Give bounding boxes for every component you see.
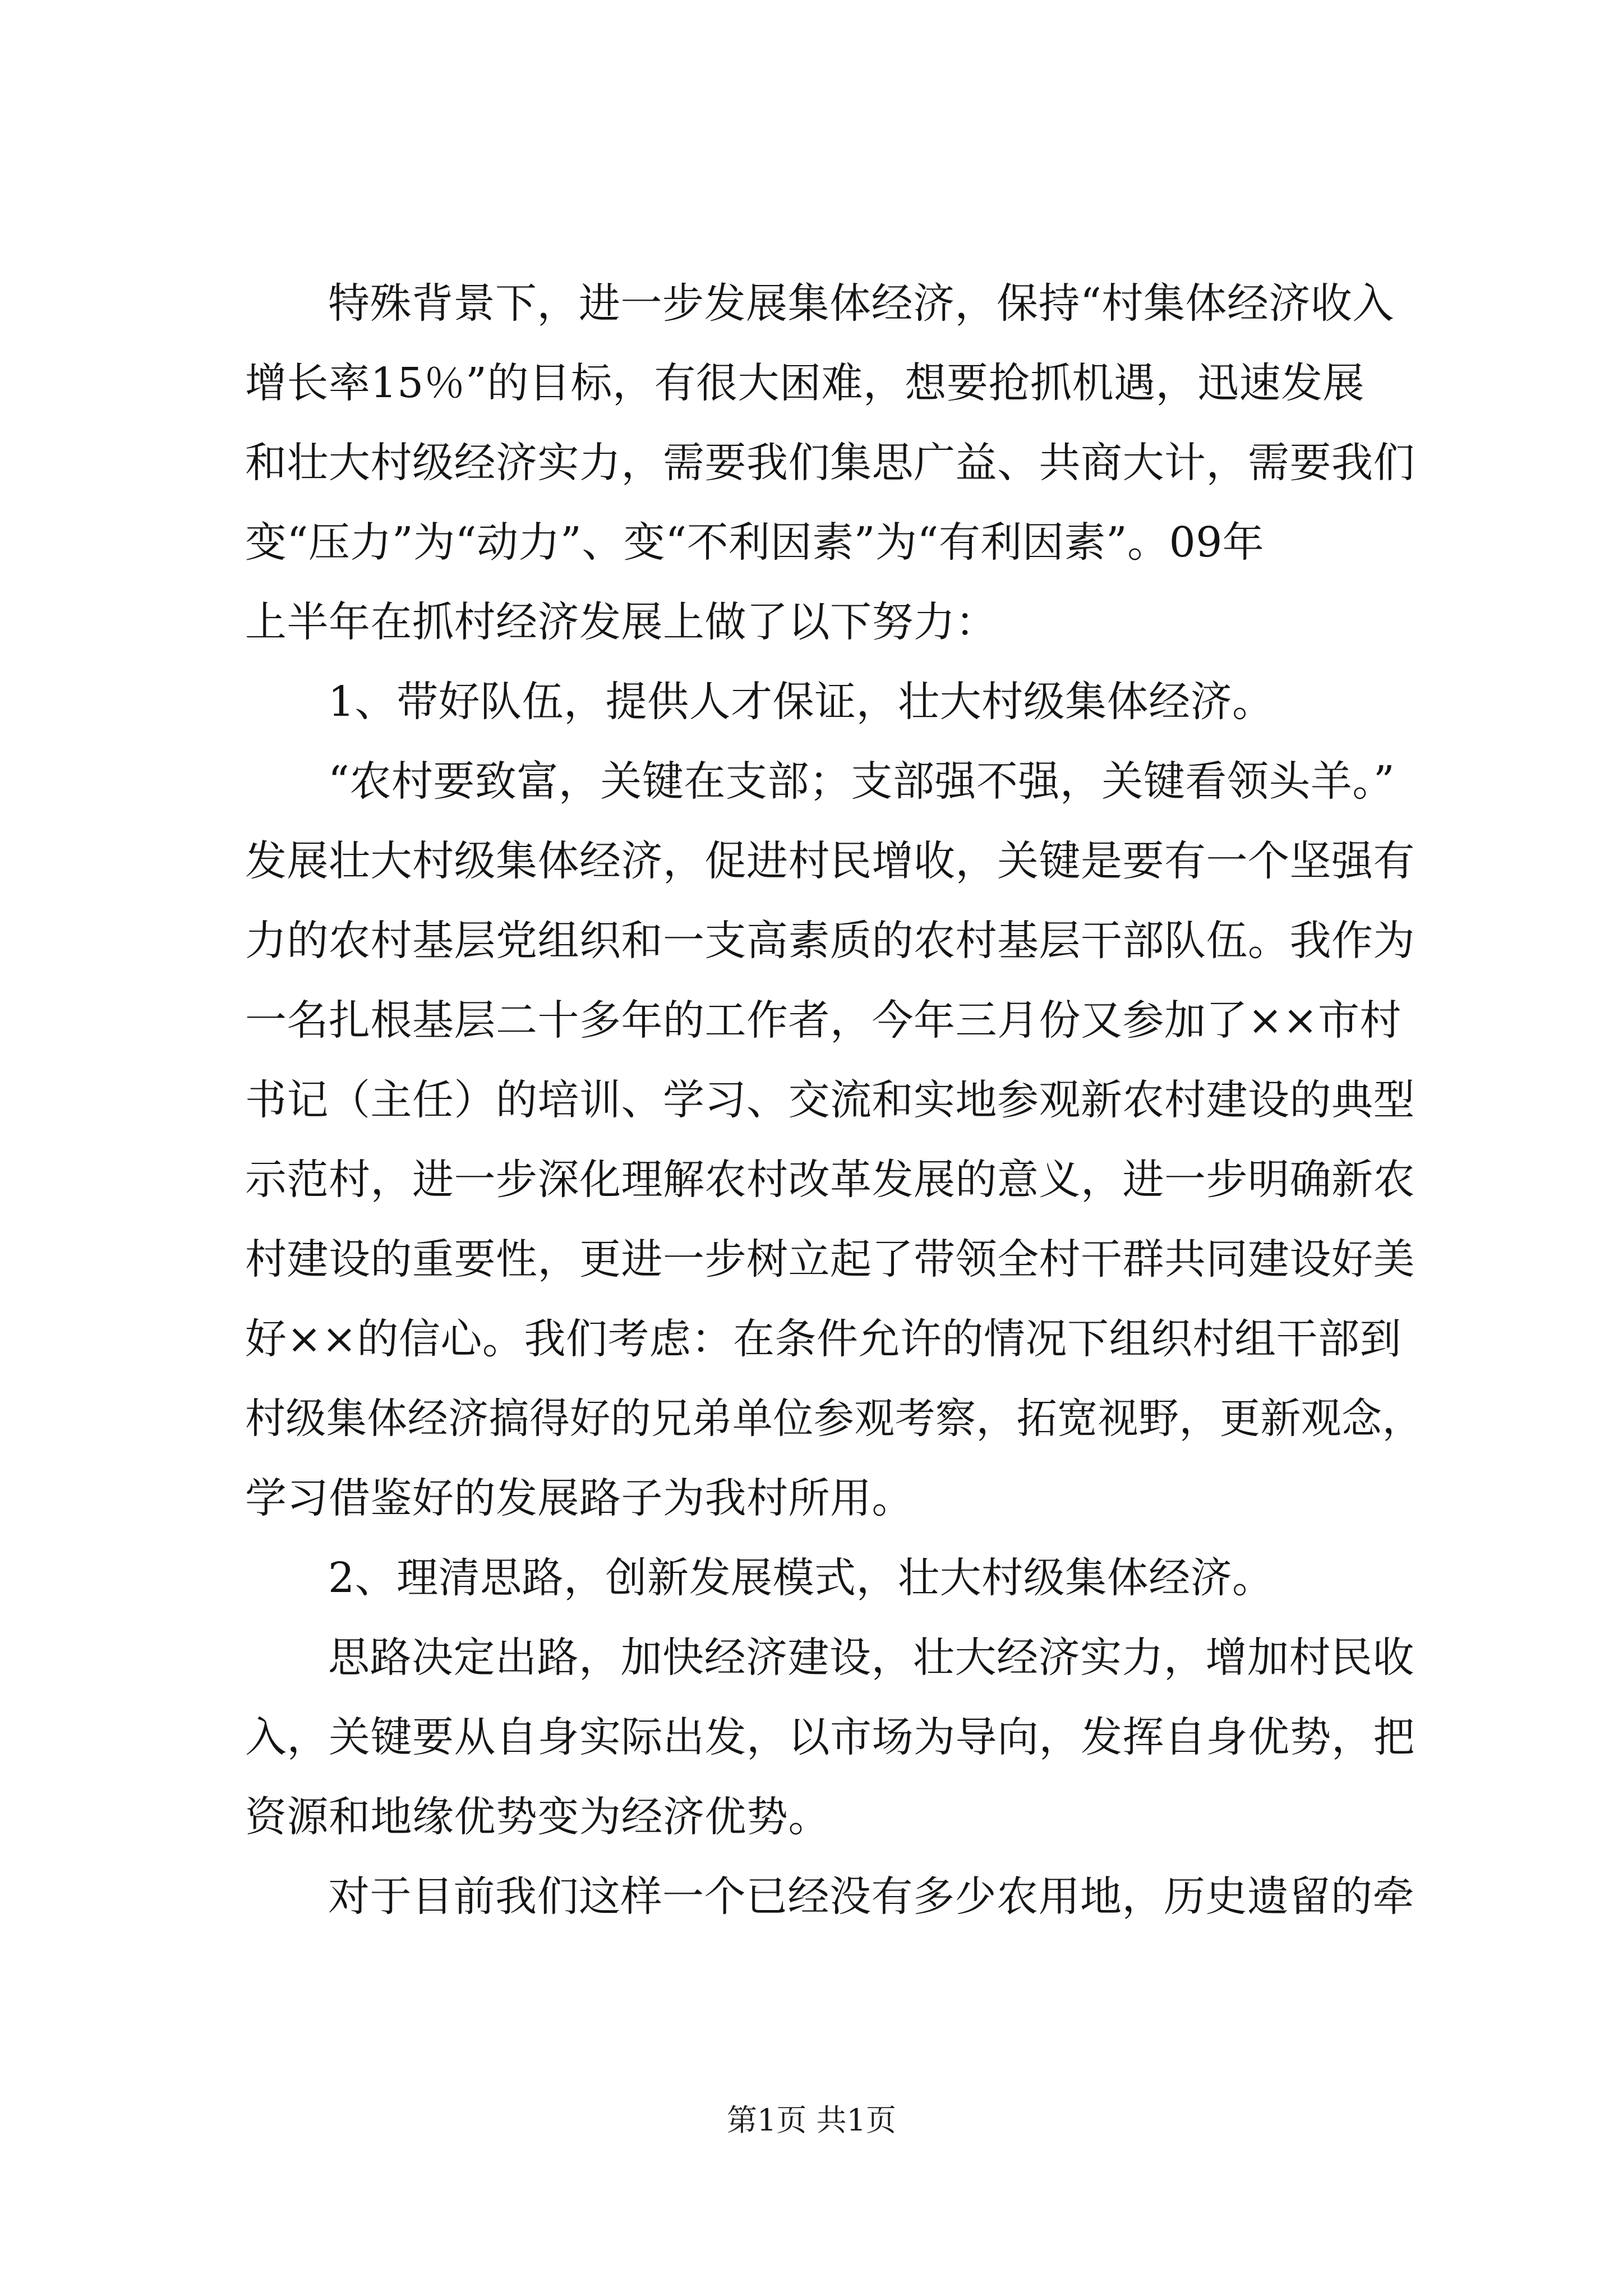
text-line: 增长率15％”的目标，有很大困难，想要抢抓机遇，迅速发展 xyxy=(245,359,1364,407)
text-line: 上半年在抓村经济发展上做了以下努力： xyxy=(245,598,997,646)
text-line: 2、理清思路，创新发展模式，壮大村级集体经济。 xyxy=(328,1554,1274,1602)
text-line: 力的农村基层党组织和一支高素质的农村基层干部队伍。我作为 xyxy=(245,917,1415,965)
text-line: 入，关键要从自身实际出发，以市场为导向，发挥自身优势，把 xyxy=(245,1713,1415,1761)
text-line: 变“压力”为“动力”、变“不利因素”为“有利因素”。09年 xyxy=(245,518,1265,567)
text-line: 村建设的重要性，更进一步树立起了带领全村干群共同建设好美 xyxy=(245,1235,1415,1283)
document-body xyxy=(245,264,1423,1936)
text-line: 学习借鉴好的发展路子为我村所用。 xyxy=(245,1474,914,1522)
text-line: 发展壮大村级集体经济，促进村民增收，关键是要有一个坚强有 xyxy=(245,837,1415,885)
page-footer: 第1页 共1页 xyxy=(727,2102,896,2138)
text-line: 1、带好队伍，提供人才保证，壮大村级集体经济。 xyxy=(328,678,1274,726)
text-line: 思路决定出路，加快经济建设，壮大经济实力，增加村民收 xyxy=(328,1634,1414,1682)
text-line: 一名扎根基层二十多年的工作者，今年三月份又参加了××市村 xyxy=(245,996,1402,1045)
text-line: 好××的信心。我们考虑：在条件允许的情况下组织村组干部到 xyxy=(245,1315,1402,1363)
text-line: 和壮大村级经济实力，需要我们集思广益、共商大计，需要我们 xyxy=(245,439,1415,487)
text-line: “农村要致富，关键在支部；支部强不强，关键看领头羊。” xyxy=(328,757,1395,806)
text-line: 资源和地缘优势变为经济优势。 xyxy=(245,1793,830,1841)
text-line: 示范村，进一步深化理解农村改革发展的意义，进一步明确新农 xyxy=(245,1156,1415,1204)
text-line: 特殊背景下，进一步发展集体经济，保持“村集体经济收入 xyxy=(328,279,1394,328)
text-line: 对于目前我们这样一个已经没有多少农用地，历史遗留的牵 xyxy=(328,1872,1414,1921)
text-line: 书记（主任）的培训、学习、交流和实地参观新农村建设的典型 xyxy=(245,1076,1415,1124)
text-line: 村级集体经济搞得好的兄弟单位参观考察，拓宽视野，更新观念， xyxy=(245,1395,1423,1443)
